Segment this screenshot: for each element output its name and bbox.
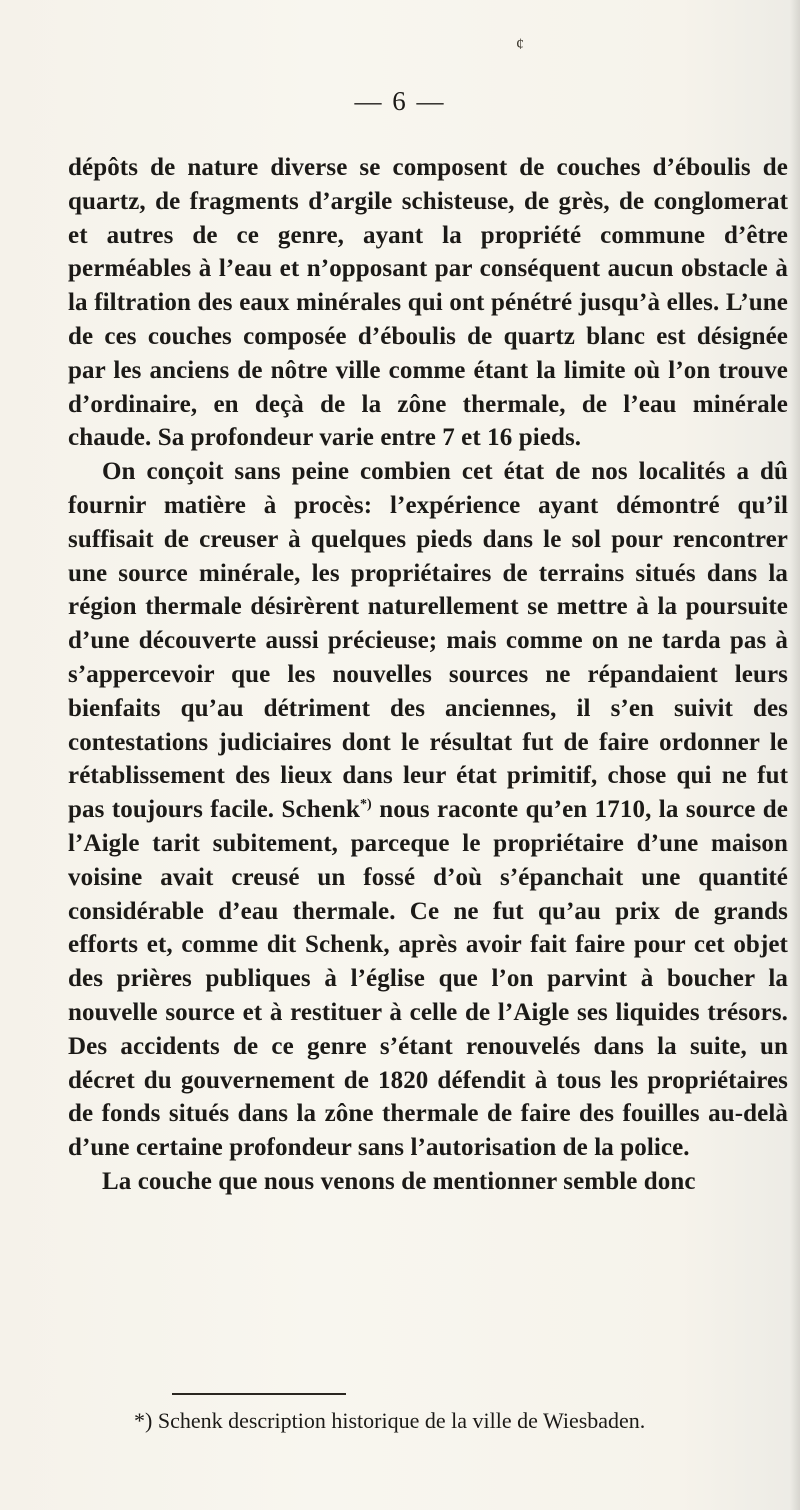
body-text xyxy=(68,151,788,1199)
page-number: — 6 — xyxy=(354,86,446,116)
paragraph-2 xyxy=(68,455,788,1165)
top-mark: ¢ xyxy=(516,36,524,53)
footnote-text: Schenk description historique de la ville de Wiesbaden. xyxy=(152,1408,646,1433)
paragraph-2-part-2: nous raconte qu’en 1710, la source de l’Aigle tarit subitement, parceque le propriétaire d’une maison voisine avait creusé un fossé d’où s’épanchait une quantité considérable d’eau thermale. Ce ne fut qu’au prix de grands efforts et, comme dit Schenk, après avoir fait faire pour cet objet des prières publiques à l’église que l’on parvint à boucher la nouvelle source et à restituer à celle de l’Aigle ses liquides trésors. Des accidents de ce genre s’étant renouvelés dans la suite, un décret du gouvernement de 1820 défendit à tous les propriétaires de fonds situés dans la zône thermale de faire des fouilles au-delà d’une certaine profondeur sans l’autorisation de la police. xyxy=(68,796,788,1162)
paragraph-1: dépôts de nature diverse se composent de couches d’éboulis de quartz, de fragments d’argile schisteuse, de grès, de conglomerat et autres de ce genre, ayant la propriété commune d’être perméables à l’eau et n’opposant par conséquent aucun obstacle à la filtration des eaux minérales qui ont pénétré jusqu’à elles. L’une de ces couches composée d’éboulis de quartz blanc est désignée par les anciens de nôtre ville comme étant la limite où l’on trouve d’ordinaire, en deçà de la zône thermale, de l’eau minérale chaude. Sa profondeur varie entre 7 et 16 pieds. xyxy=(68,154,788,452)
page-edge-shadow xyxy=(790,0,800,1510)
footnote xyxy=(134,1407,794,1435)
paragraph-2-part-1: On conçoit sans peine combien cet état de nos localités a dû fournir matière à procès: l’expérience ayant démontré qu’il suffisait de creuser à quelques pieds dans le sol pour rencontrer une source minérale, les propriétaires de terrains situés dans la région thermale désirèrent naturellement se mettre à la poursuite d’une découverte aussi précieuse; mais comme on ne tarda pas à s’appercevoir que les nouvelles sources ne répandaient leurs bienfaits qu’au détriment des anciennes, il s’en suivit des contestations judiciaires dont le résultat fut de faire ordonner le rétablissement des lieux dans leur état primitif, chose qui ne fut pas toujours facile. Schenk xyxy=(68,458,788,824)
footnote-divider xyxy=(172,1393,346,1395)
footnote-reference: *) xyxy=(359,797,372,813)
footnote-marker: *) xyxy=(134,1408,153,1433)
paragraph-3: La couche que nous venons de mentionner semble donc xyxy=(102,1167,696,1195)
